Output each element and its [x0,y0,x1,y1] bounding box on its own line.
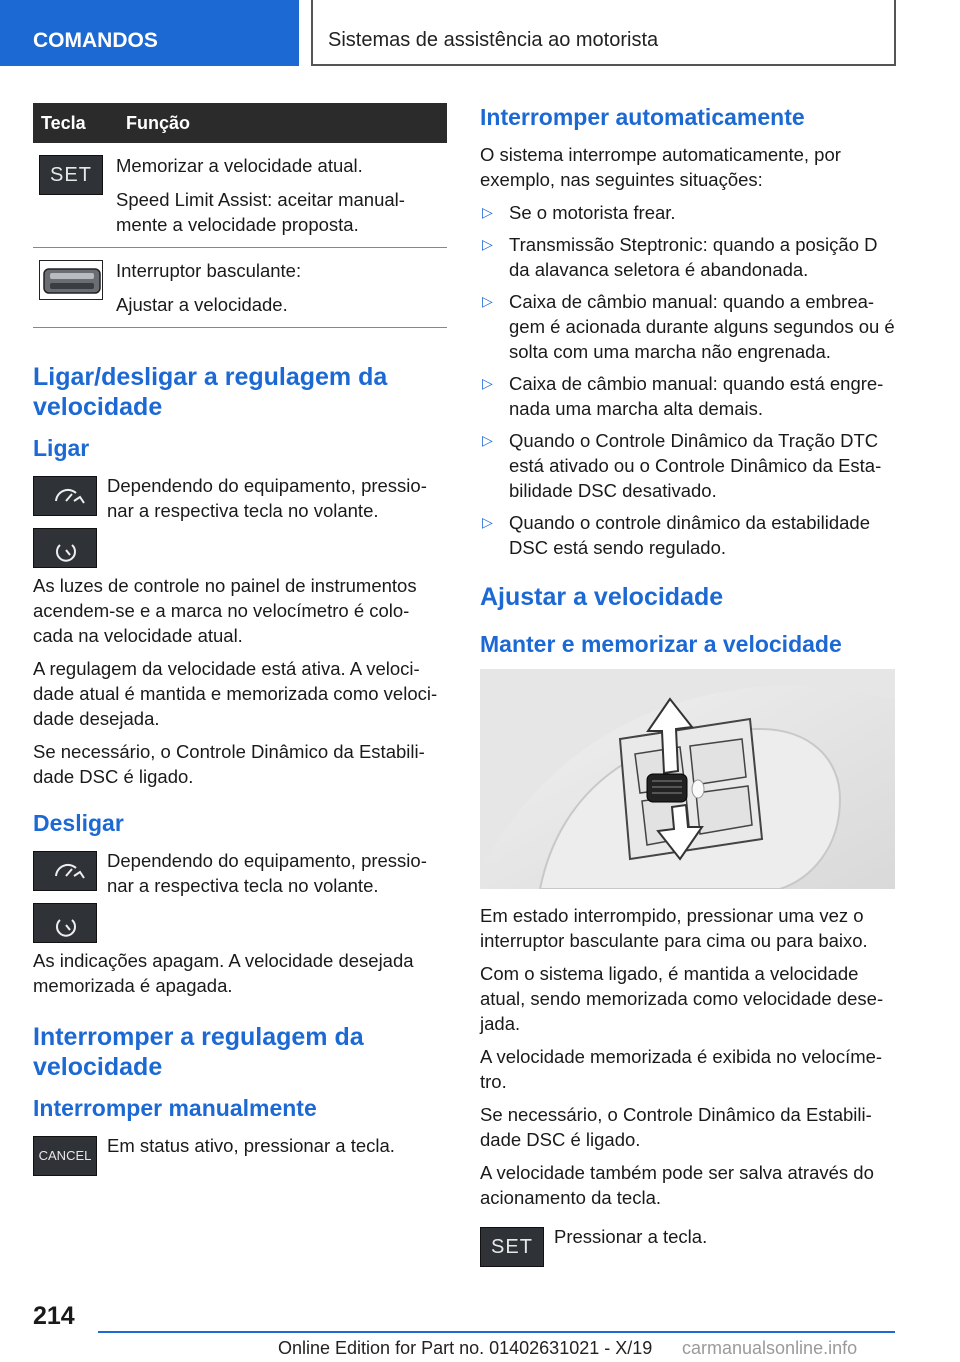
chapter-title: Sistemas de assistência ao motorista [311,0,896,66]
heading-auto: Interromper automaticamente [480,104,805,130]
table-header-key: Tecla [33,103,116,143]
speed-limiter-icon [33,903,97,943]
manual-block [33,1133,447,1181]
paragraph: As luzes de controle no painel de instrumentos acendem-se e a marca no velocímetro é colo-cada na velocidade atual. [33,575,417,646]
heading-onoff: Ligar/desligar a regulagem da velocidade [33,363,388,421]
heading-manual: Interromper manualmente [33,1095,317,1121]
paragraph: A velocidade também pode ser salva através do acionamento da tecla. [480,1162,874,1208]
table-cell-text: Interruptor basculante: [116,260,302,281]
speed-limiter-icon [33,528,97,568]
paragraph: Se necessário, o Controle Dinâmico da Estabili-dade DSC é ligado. [480,1104,872,1150]
cruise-control-icon [33,851,97,891]
steering-wheel-photo [480,669,895,889]
list-item: ▷ Se o motorista frear. [480,200,895,225]
manual-text: Em status ativo, pressionar a tecla. [107,1135,395,1156]
watermark: carmanualsonline.info [682,1338,858,1358]
page-number: 214 [33,1302,75,1330]
left-column [33,103,447,1189]
ligar-text: Dependendo do equipamento, pressio-nar a respectiva tecla no volante. [107,475,427,521]
list-item: ▷ Quando o controle dinâmico da estabilidade DSC está sendo regulado. [480,510,895,560]
heading-interromper: Interromper a regulagem da velocidade [33,1023,364,1081]
table-row [33,248,447,328]
bullet-list [480,200,895,560]
list-item: ▷ Quando o Controle Dinâmico da Tração DTC está ativado ou o Controle Dinâmico da Esta-bilidade DSC desativado. [480,428,895,503]
cruise-control-icon [33,476,97,516]
heading-ligar: Ligar [33,435,90,461]
section-label: COMANDOS [0,0,299,66]
paragraph: O sistema interrompe automaticamente, por exemplo, nas seguintes situações: [480,144,841,190]
heading-desligar: Desligar [33,810,124,836]
table-header-function: Função [116,103,447,143]
key-function-table [33,103,447,328]
rocker-switch-icon [39,260,103,300]
table-cell-text: Ajustar a velocidade. [116,294,288,315]
desligar-block [33,848,447,940]
paragraph: Em estado interrompido, pressionar uma vez o interruptor basculante para cima ou para baixo. [480,905,868,951]
footer-rule [98,1331,895,1333]
heading-manter: Manter e memorizar a velocidade [480,631,842,657]
table-cell-text: Speed Limit Assist: aceitar manual-mente a velocidade proposta. [116,189,405,235]
desligar-text: Dependendo do equipamento, pressio-nar a respectiva tecla no volante. [107,850,427,896]
paragraph: As indicações apagam. A velocidade desejada memorizada é apagada. [33,950,414,996]
table-row [33,143,447,248]
set-block [480,1224,895,1272]
page-header [0,0,960,66]
paragraph: Se necessário, o Controle Dinâmico da Estabili-dade DSC é ligado. [33,741,425,787]
set-text: Pressionar a tecla. [554,1226,708,1247]
edition-note: Online Edition for Part no. 01402631021 - X/19 [278,1338,653,1358]
list-item: ▷ Caixa de câmbio manual: quando a embrea-gem é acionada durante alguns segundos ou é solta com uma marcha não engrenada. [480,289,895,364]
right-column [480,103,895,1280]
set-key-icon: SET [480,1227,544,1267]
set-key-icon: SET [39,155,103,195]
list-item: ▷ Transmissão Steptronic: quando a posição D da alavanca seletora é abandonada. [480,232,895,282]
heading-ajustar: Ajustar a velocidade [480,583,724,611]
paragraph: A regulagem da velocidade está ativa. A veloci-dade atual é mantida e memorizada como veloci-dade desejada. [33,658,438,729]
table-cell-text: Memorizar a velocidade atual. [116,155,363,176]
paragraph: Com o sistema ligado, é mantida a velocidade atual, sendo memorizada como velocidade dese-jada. [480,963,884,1034]
ligar-block [33,473,447,565]
cancel-key-icon: CANCEL [33,1136,97,1176]
list-item: ▷ Caixa de câmbio manual: quando está engre-nada uma marcha alta demais. [480,371,895,421]
paragraph: A velocidade memorizada é exibida no velocíme-tro. [480,1046,883,1092]
